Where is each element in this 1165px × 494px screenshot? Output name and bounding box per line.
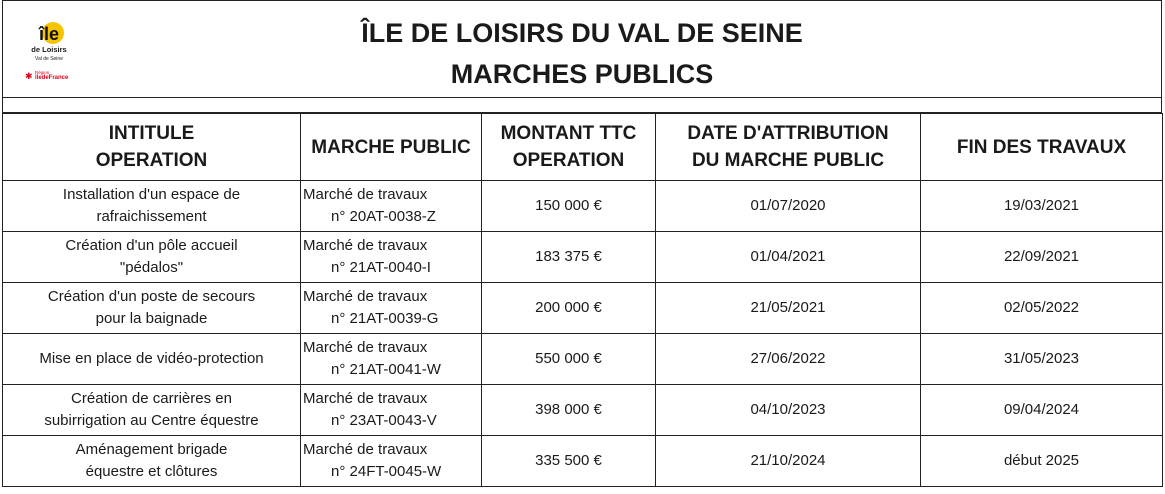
markets-table	[2, 113, 1163, 487]
amount-cell: 200 000 €	[482, 283, 656, 334]
end-date-cell: 22/09/2021	[921, 232, 1163, 283]
operation-cell	[3, 436, 301, 487]
header-text-line: DU MARCHE PUBLIC	[691, 150, 885, 171]
svg-text:île: île	[38, 24, 60, 44]
award-date-cell: 27/06/2022	[656, 334, 921, 385]
table-body	[3, 181, 1163, 487]
header-operation	[3, 114, 301, 181]
end-date-cell: 19/03/2021	[921, 181, 1163, 232]
operation-text-line: Création de carrières en	[71, 390, 232, 407]
market-type: Marché de travaux	[303, 186, 428, 203]
title-header	[2, 0, 1162, 97]
amount-cell: 335 500 €	[482, 436, 656, 487]
header-market	[301, 114, 482, 181]
market-number: n° 21AT-0041-W	[331, 361, 441, 378]
market-type: Marché de travaux	[303, 441, 428, 458]
operation-cell	[3, 181, 301, 232]
table-row	[3, 232, 1163, 283]
operation-text-line: Installation d'un espace de	[62, 186, 241, 203]
operation-text-line: "pédalos"	[119, 259, 184, 276]
operation-text-line: équestre et clôtures	[85, 463, 218, 480]
end-date-cell: 31/05/2023	[921, 334, 1163, 385]
operation-text-line: rafraichissement	[96, 208, 207, 225]
operation-cell	[3, 334, 301, 385]
market-type: Marché de travaux	[303, 339, 428, 356]
header-text-line: MONTANT TTC	[500, 123, 637, 144]
award-date-cell: 21/10/2024	[656, 436, 921, 487]
header-text-line: OPERATION	[95, 150, 208, 171]
page-title: ÎLE DE LOISIRS DU VAL DE SEINE	[361, 18, 803, 48]
header-amount	[482, 114, 656, 181]
table-row	[3, 385, 1163, 436]
public-markets-sheet	[2, 0, 1162, 487]
region-label-name: îledeFrance	[35, 75, 69, 81]
table-row	[3, 334, 1163, 385]
market-type: Marché de travaux	[303, 390, 428, 407]
table-header-row	[3, 114, 1163, 181]
region-label-small: Région	[35, 70, 50, 75]
header-text-line: DATE D'ATTRIBUTION	[687, 123, 889, 144]
page-subtitle: MARCHES PUBLICS	[450, 59, 714, 89]
operation-text-line: subirrigation au Centre équestre	[44, 412, 259, 429]
award-date-cell: 01/07/2020	[656, 181, 921, 232]
table-row	[3, 181, 1163, 232]
operation-cell	[3, 232, 301, 283]
operation-text-line: Création d'un pôle accueil	[65, 237, 238, 254]
region-star-icon: ✱	[25, 71, 33, 81]
end-date-cell: début 2025	[921, 436, 1163, 487]
header-text-line: OPERATION	[512, 150, 625, 171]
header-award-date	[656, 114, 921, 181]
operation-text-line: Mise en place de vidéo-protection	[39, 350, 264, 367]
amount-cell: 550 000 €	[482, 334, 656, 385]
award-date-cell: 21/05/2021	[656, 283, 921, 334]
amount-cell: 398 000 €	[482, 385, 656, 436]
market-number: n° 20AT-0038-Z	[331, 208, 436, 225]
award-date-cell: 04/10/2023	[656, 385, 921, 436]
market-cell	[301, 436, 482, 487]
market-number: n° 24FT-0045-W	[331, 463, 442, 480]
market-cell	[301, 181, 482, 232]
market-cell	[301, 385, 482, 436]
market-type: Marché de travaux	[303, 237, 428, 254]
operation-text-line: Création d'un poste de secours	[47, 288, 256, 305]
end-date-cell: 02/05/2022	[921, 283, 1163, 334]
amount-cell: 183 375 €	[482, 232, 656, 283]
logo-name: de Loisirs	[31, 45, 67, 54]
market-type: Marché de travaux	[303, 288, 428, 305]
market-number: n° 23AT-0043-V	[331, 412, 437, 429]
market-cell	[301, 334, 482, 385]
logo-place: Val de Seine	[35, 56, 63, 62]
market-cell	[301, 283, 482, 334]
operation-cell	[3, 385, 301, 436]
end-date-cell: 09/04/2024	[921, 385, 1163, 436]
header-text-line: FIN DES TRAVAUX	[956, 136, 1127, 158]
market-number: n° 21AT-0040-I	[331, 259, 431, 276]
operation-cell	[3, 283, 301, 334]
operation-text-line: pour la baignade	[95, 310, 208, 327]
award-date-cell: 01/04/2021	[656, 232, 921, 283]
market-number: n° 21AT-0039-G	[331, 310, 439, 327]
amount-cell: 150 000 €	[482, 181, 656, 232]
table-row	[3, 436, 1163, 487]
header-text-line: INTITULE	[108, 123, 195, 144]
market-cell	[301, 232, 482, 283]
spacer-row	[2, 97, 1162, 113]
table-row	[3, 283, 1163, 334]
operation-text-line: Aménagement brigade	[75, 441, 228, 458]
header-end-date	[921, 114, 1163, 181]
header-text-line: MARCHE PUBLIC	[311, 136, 471, 158]
